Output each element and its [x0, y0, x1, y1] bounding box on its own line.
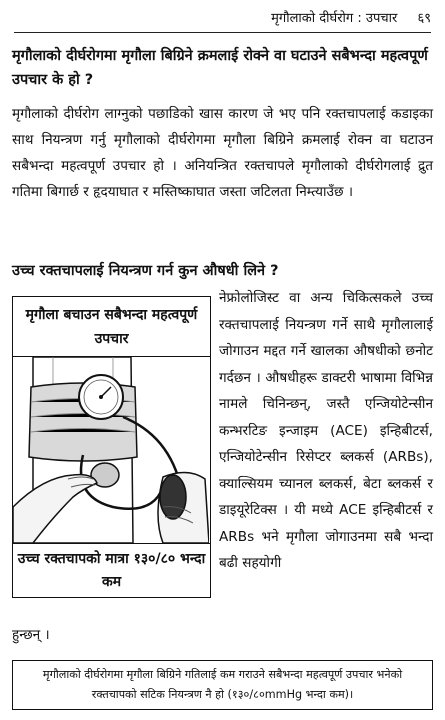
question-heading-2: उच्च रक्तचापलाई नियन्त्रण गर्न कुन औषधी लिने ? [12, 263, 279, 279]
paragraph-1: मृगौलाको दीर्घरोग लाग्नुको पछाडिको खास कारण जे भए पनि रक्तचापलाई कडाइका साथ नियन्त्रण गर्नु मृगौलाको दीर्घरोगमा मृगौला बिग्रिने क्रमलाई रोक्न वा घटाउन सबैभन्दा महत्वपूर्ण उपचार हो । अनियन्त्रित रक्तचापले मृगौलाको दीर्घरोगलाई द्रुत गतिमा बिगार्छ र हृदयाघात र मस्तिष्काघात जस्ता जटिलता निम्त्याउँछ । [12, 106, 433, 200]
blood-pressure-measurement-icon [13, 357, 210, 543]
page-number: ६९ [417, 11, 431, 26]
figure-caption-bottom: उच्च रक्तचापको मात्रा १३०/८० भन्दा कम [13, 543, 210, 597]
figure-box [12, 296, 211, 598]
question-heading-1: मृगौलाको दीर्घरोगमा मृगौला बिग्रिने क्रमलाई रोक्ने वा घटाउने सबैभन्दा महत्वपूर्ण उपचार के हो ? [12, 48, 428, 88]
paragraph-2: नेफ्रोलोजिस्ट वा अन्य चिकित्सकले उच्च रक्तचापलाई नियन्त्रण गर्ने साथै मृगौलालाई जोगाउन मद्दत गर्ने खालका औषधीको छनोट गर्दछन । औषधीहरू डाक्टरी भाषामा विभिन्न नामले चिनिन्छन्, जस्तै एन्जियोटेन्सीन कन्भरटिङ इन्जाइम (ACE) इन्हिबीटर्स, एन्जियोटेन्सीन रिसेप्टर ब्लकर्स (ARBs), क्याल्सियम च्यानल ब्लकर्स, बेटा ब्लकर्स र डाइयूरेटिक्स । यी मध्ये ACE इन्हिबीटर्स र ARBs भने मृगौला जोगाउनमा सबै भन्दा बढी सहयोगी [219, 290, 433, 571]
figure-caption-top: मृगौला बचाउन सबैभन्दा महत्वपूर्ण उपचार [13, 297, 210, 357]
running-title: मृगौलाको दीर्घरोग : उपचार [271, 11, 398, 26]
running-header [14, 8, 431, 33]
summary-note-text: मृगौलाको दीर्घरोगमा मृगौला बिग्रिने गतिलाई कम गराउने सबैभन्दा महत्वपूर्ण उपचार भनेको रक्तचापको सटिक नियन्त्रण नै हो (१३०/८०mmHg भन्दा कम)। [42, 668, 403, 701]
paragraph-2-tail: हुन्छन् । [12, 627, 50, 643]
summary-note-box [12, 660, 433, 710]
